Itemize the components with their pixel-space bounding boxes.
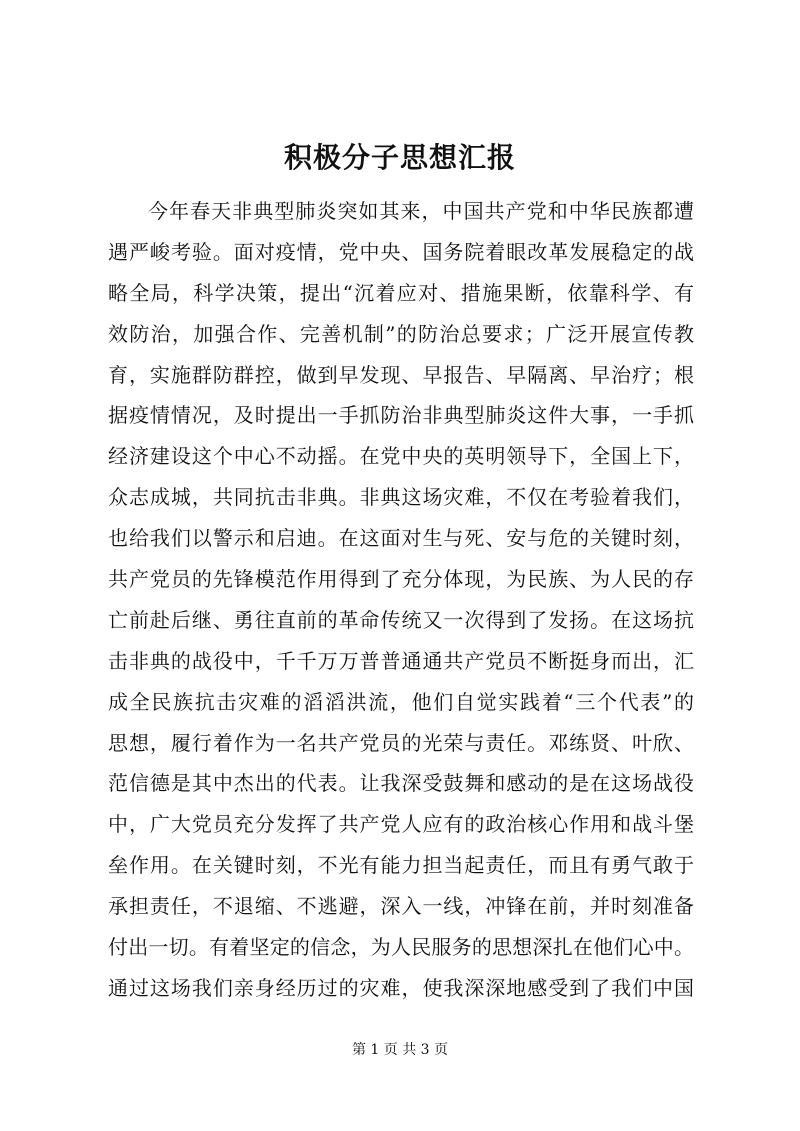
text-line: 承担责任，不退缩、不逃避，深入一线，冲锋在前，并时刻准备	[108, 894, 694, 919]
text-line: 付出一切。有着坚定的信念，为人民服务的思想深扎在他们心中。	[108, 935, 694, 960]
document-title: 积极分子思想汇报	[283, 141, 516, 174]
text-line: 中，广大党员充分发挥了共产党人应有的政治核心作用和战斗堡	[108, 812, 694, 837]
text-line: 通过这场我们亲身经历过的灾难，使我深深地感受到了我们中国	[108, 975, 694, 1000]
text-line: 众志成城，共同抗击非典。非典这场灾难，不仅在考验着我们，	[108, 485, 694, 510]
text-line: 垒作用。在关键时刻，不光有能力担当起责任，而且有勇气敢于	[108, 853, 694, 878]
text-line: 效防治，加强合作、完善机制”的防治总要求；广泛开展宣传教	[108, 321, 694, 346]
text-line: 成全民族抗击灾难的滔滔洪流，他们自觉实践着“三个代表”的	[108, 689, 694, 714]
text-line: 亡前赴后继、勇往直前的革命传统又一次得到了发扬。在这场抗	[108, 607, 694, 632]
text-line: 思想，履行着作为一名共产党员的光荣与责任。邓练贤、叶欣、	[108, 730, 694, 755]
text-line: 遇严峻考验。面对疫情，党中央、国务院着眼改革发展稳定的战	[108, 239, 694, 264]
text-line: 也给我们以警示和启迪。在这面对生与死、安与危的关键时刻，	[108, 526, 694, 551]
page-footer: 第 1 页 共 3 页	[351, 1042, 449, 1058]
text-line: 据疫情情况，及时提出一手抓防治非典型肺炎这件大事，一手抓	[108, 403, 694, 428]
text-line: 范信德是其中杰出的代表。让我深受鼓舞和感动的是在这场战役	[108, 771, 694, 796]
text-line: 经济建设这个中心不动摇。在党中央的英明领导下，全国上下，	[108, 444, 694, 469]
text-line: 育，实施群防群控，做到早发现、早报告、早隔离、早治疗；根	[108, 362, 694, 387]
text-line: 共产党员的先锋模范作用得到了充分体现，为民族、为人民的存	[108, 567, 694, 592]
body-paragraph	[108, 191, 694, 1009]
text-line: 略全局，科学决策，提出“沉着应对、措施果断，依靠科学、有	[108, 280, 694, 305]
text-line: 今年春天非典型肺炎突如其来，中国共产党和中华民族都遭	[148, 199, 694, 223]
text-line: 击非典的战役中，千千万万普普通通共产党员不断挺身而出，汇	[108, 648, 694, 673]
